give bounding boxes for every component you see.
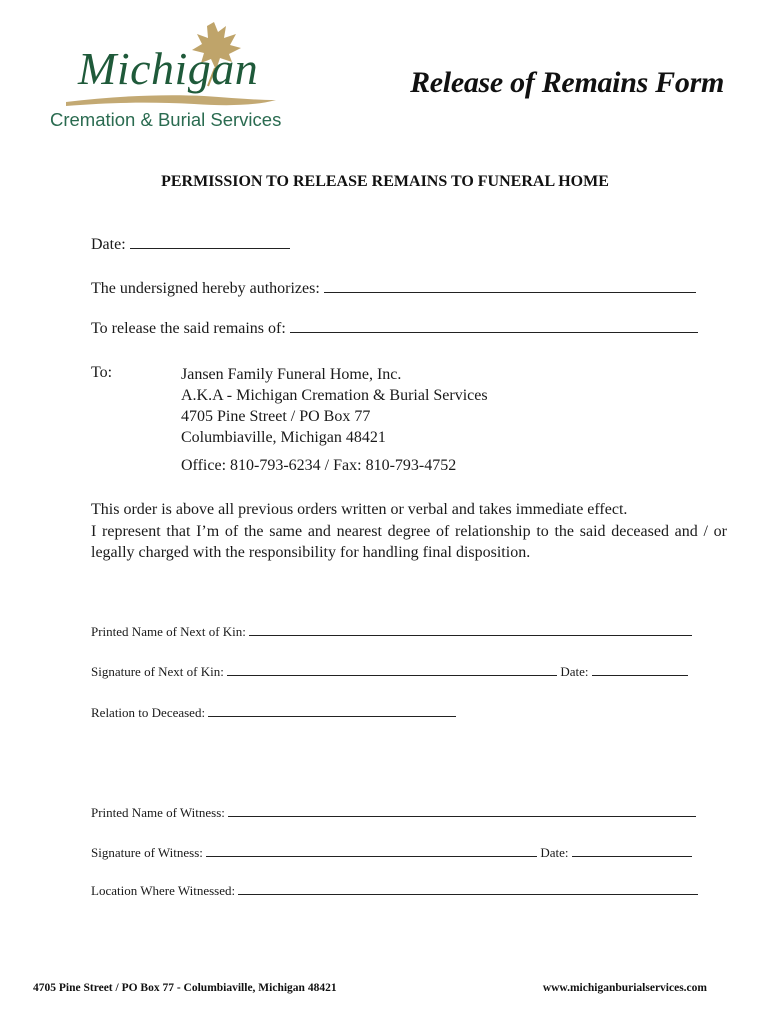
date-field xyxy=(91,236,290,254)
witness-signature-field xyxy=(91,845,692,861)
kin-date-blank[interactable] xyxy=(592,665,688,676)
location-blank[interactable] xyxy=(238,884,698,895)
form-heading: PERMISSION TO RELEASE REMAINS TO FUNERAL HOME xyxy=(161,173,609,190)
witness-signature-blank[interactable] xyxy=(206,846,537,857)
office-contact: Office: 810-793-6234 / Fax: 810-793-4752 xyxy=(181,457,457,474)
kin-signature-label: Signature of Next of Kin: xyxy=(91,664,224,679)
kin-signature-field xyxy=(91,664,688,680)
recipient-line: Columbiaville, Michigan 48421 xyxy=(181,429,386,446)
witness-date-blank[interactable] xyxy=(572,846,692,857)
kin-date-label: Date: xyxy=(560,664,589,679)
witness-date-label: Date: xyxy=(540,845,569,860)
date-blank[interactable] xyxy=(130,236,290,249)
witness-printed-name-label: Printed Name of Witness: xyxy=(91,805,225,820)
footer-address: 4705 Pine Street / PO Box 77 - Columbiaville, Michigan 48421 xyxy=(33,982,337,994)
kin-printed-name-blank[interactable] xyxy=(249,625,692,636)
authorizes-blank[interactable] xyxy=(324,280,696,293)
date-label: Date: xyxy=(91,236,126,253)
witness-signature-label: Signature of Witness: xyxy=(91,845,203,860)
recipient-address xyxy=(181,364,488,448)
company-logo xyxy=(44,20,314,135)
relation-field xyxy=(91,705,456,721)
authorizes-field xyxy=(91,280,696,298)
to-label: To: xyxy=(91,364,113,381)
recipient-line: Jansen Family Funeral Home, Inc. xyxy=(181,366,402,383)
footer-website[interactable]: www.michiganburialservices.com xyxy=(542,982,707,994)
authorizes-label: The undersigned hereby authorizes: xyxy=(91,280,320,297)
relation-blank[interactable] xyxy=(208,706,456,717)
kin-signature-blank[interactable] xyxy=(227,665,557,676)
logo-subtitle: Cremation & Burial Services xyxy=(50,109,282,130)
recipient-line: 4705 Pine Street / PO Box 77 xyxy=(181,408,371,425)
kin-printed-name-label: Printed Name of Next of Kin: xyxy=(91,624,246,639)
statement-line: This order is above all previous orders written or verbal and takes immediate effect. xyxy=(91,501,628,518)
statement-line: I represent that I’m of the same and nearest degree of relationship to the said deceased and / or legally charged with the responsibility for handling final disposition. xyxy=(91,522,727,561)
relation-label: Relation to Deceased: xyxy=(91,705,206,720)
form-title: Release of Remains Form xyxy=(410,66,724,99)
release-blank[interactable] xyxy=(290,320,698,333)
location-field xyxy=(91,883,698,899)
witness-printed-name-field xyxy=(91,805,696,821)
recipient-line: A.K.A - Michigan Cremation & Burial Services xyxy=(181,387,488,404)
witness-printed-name-blank[interactable] xyxy=(228,806,696,817)
logo-wordmark: Michigan xyxy=(78,43,259,94)
release-field xyxy=(91,320,698,338)
statement-paragraph xyxy=(91,499,727,564)
kin-printed-name-field xyxy=(91,624,692,640)
location-label: Location Where Witnessed: xyxy=(91,883,236,898)
release-label: To release the said remains of: xyxy=(91,320,286,337)
